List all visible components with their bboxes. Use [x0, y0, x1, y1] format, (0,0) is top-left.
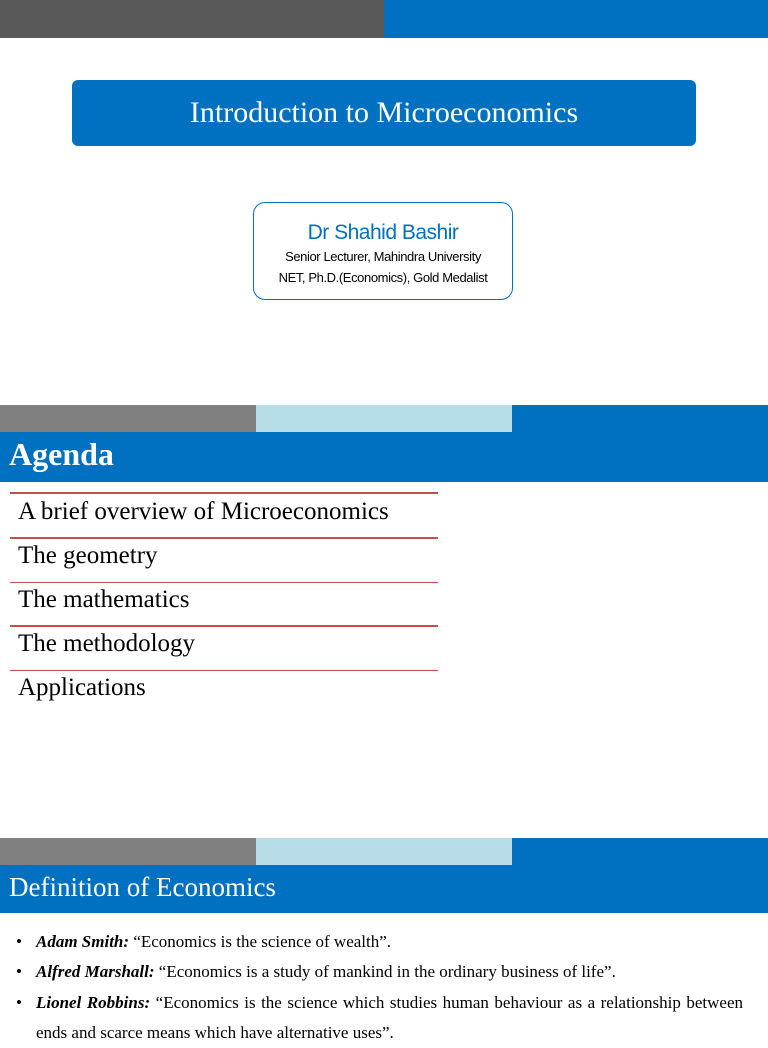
author-card — [253, 202, 513, 300]
author-name: Dr Shahid Bashir — [307, 221, 459, 244]
definition-quote: “Economics is a study of mankind in the ordinary business of life”. — [158, 962, 616, 981]
agenda-bar-gray — [0, 405, 256, 432]
agenda-item-label: The mathematics — [18, 586, 190, 613]
definition-bar-lightblue — [256, 838, 512, 865]
bullet-icon: • — [16, 932, 22, 951]
definition-title: Definition of Economics — [9, 872, 276, 902]
agenda-item — [10, 582, 438, 626]
definition-author: Adam Smith: — [36, 932, 130, 951]
agenda-title: Agenda — [9, 436, 114, 472]
bullet-icon: • — [16, 962, 22, 981]
agenda-item — [10, 626, 438, 670]
definition-item — [16, 927, 743, 957]
agenda-header — [0, 432, 768, 482]
definition-author: Alfred Marshall: — [36, 962, 155, 981]
agenda-item — [10, 538, 438, 582]
top-bar-blue — [384, 0, 768, 38]
definition-bar-blue — [512, 838, 768, 865]
definition-item — [16, 957, 743, 987]
definition-item — [16, 988, 743, 1048]
slide-title: Introduction to Microeconomics — [189, 96, 579, 129]
definition-header — [0, 865, 768, 913]
author-position: Senior Lecturer, Mahindra University — [285, 249, 481, 264]
agenda-item-label: Applications — [18, 674, 146, 701]
agenda-item — [10, 494, 438, 538]
agenda-item-label: The methodology — [18, 630, 196, 657]
top-bar-gray — [0, 0, 384, 38]
definition-quote: “Economics is the science which studies human behaviour as a relationship between ends and scarce means which have alternative uses”. — [36, 993, 744, 1042]
definition-author: Lionel Robbins: — [36, 993, 151, 1012]
bullet-icon: • — [16, 993, 22, 1012]
title-banner — [72, 80, 696, 146]
agenda-bar-blue — [512, 405, 768, 432]
agenda-item-label: The geometry — [18, 542, 158, 569]
author-credentials: NET, Ph.D.(Economics), Gold Medalist — [278, 270, 488, 285]
definition-bar-gray — [0, 838, 256, 865]
agenda-item-label: A brief overview of Microeconomics — [18, 498, 389, 525]
agenda-bar-lightblue — [256, 405, 512, 432]
definition-quote: “Economics is the science of wealth”. — [133, 932, 392, 951]
agenda-item — [10, 670, 438, 714]
